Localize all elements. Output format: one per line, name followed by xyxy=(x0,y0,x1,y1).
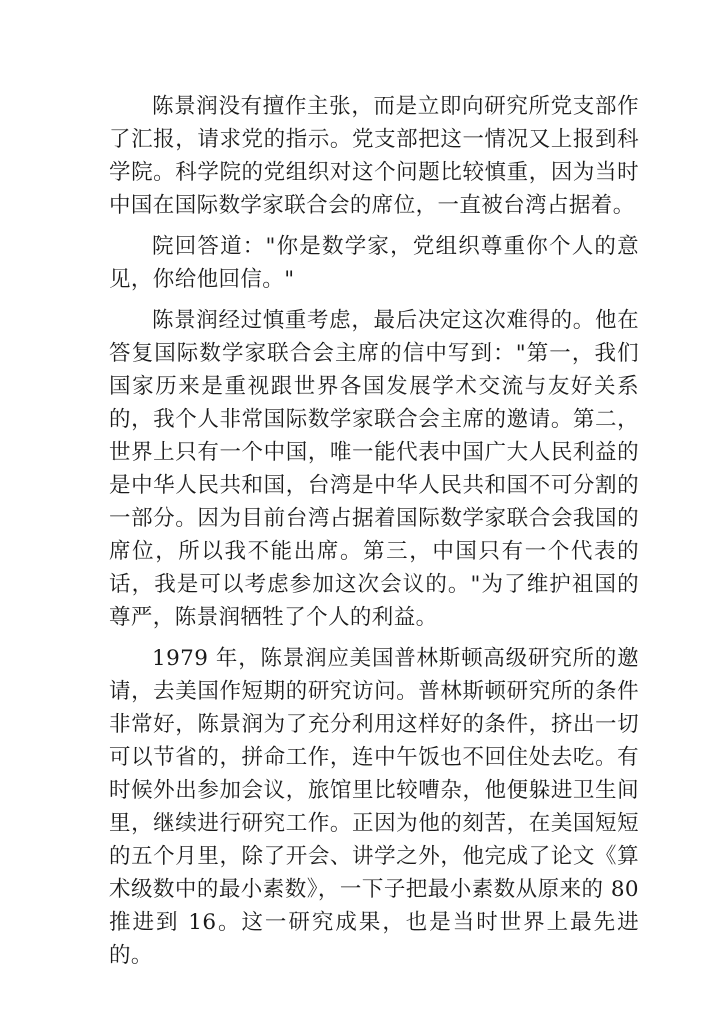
paragraph-1: 陈景润没有擅作主张，而是立即向研究所党支部作了汇报，请求党的指示。党支部把这一情况又上报到科学院。科学院的党组织对这个问题比较慎重，因为当时中国在国际数学家联合会的席位，一直被台湾占据着。 xyxy=(109,94,639,218)
paragraph-2: 院回答道："你是数学家，党组织尊重你个人的意见，你给他回信。" xyxy=(109,234,639,292)
document-body xyxy=(109,90,639,980)
paragraph-4: 1979 年，陈景润应美国普林斯顿高级研究所的邀请，去美国作短期的研究访问。普林斯顿研究所的条件非常好，陈景润为了充分利用这样好的条件，挤出一切可以节省的，拼命工作，连中午饭也不回住处去吃。有时候外出参加会议，旅馆里比较嘈杂，他便躲进卫生间里，继续进行研究工作。正因为他的刻苦，在美国短短的五个月里，除了开会、讲学之外，他完成了论文《算术级数中的最小素数》，一下子把最小素数从原来的 80 推进到 16。这一研究成果，也是当时世界上最先进的。 xyxy=(109,646,639,968)
paragraph-3: 陈景润经过慎重考虑，最后决定这次难得的。他在答复国际数学家联合会主席的信中写到："第一，我们国家历来是重视跟世界各国发展学术交流与友好关系的，我个人非常国际数学家联合会主席的邀请。第二，世界上只有一个中国，唯一能代表中国广大人民利益的是中华人民共和国，台湾是中华人民共和国不可分割的一部分。因为目前台湾占据着国际数学家联合会我国的席位，所以我不能出席。第三，中国只有一个代表的话，我是可以考虑参加这次会议的。"为了维护祖国的尊严，陈景润牺牲了个人的利益。 xyxy=(109,308,639,630)
